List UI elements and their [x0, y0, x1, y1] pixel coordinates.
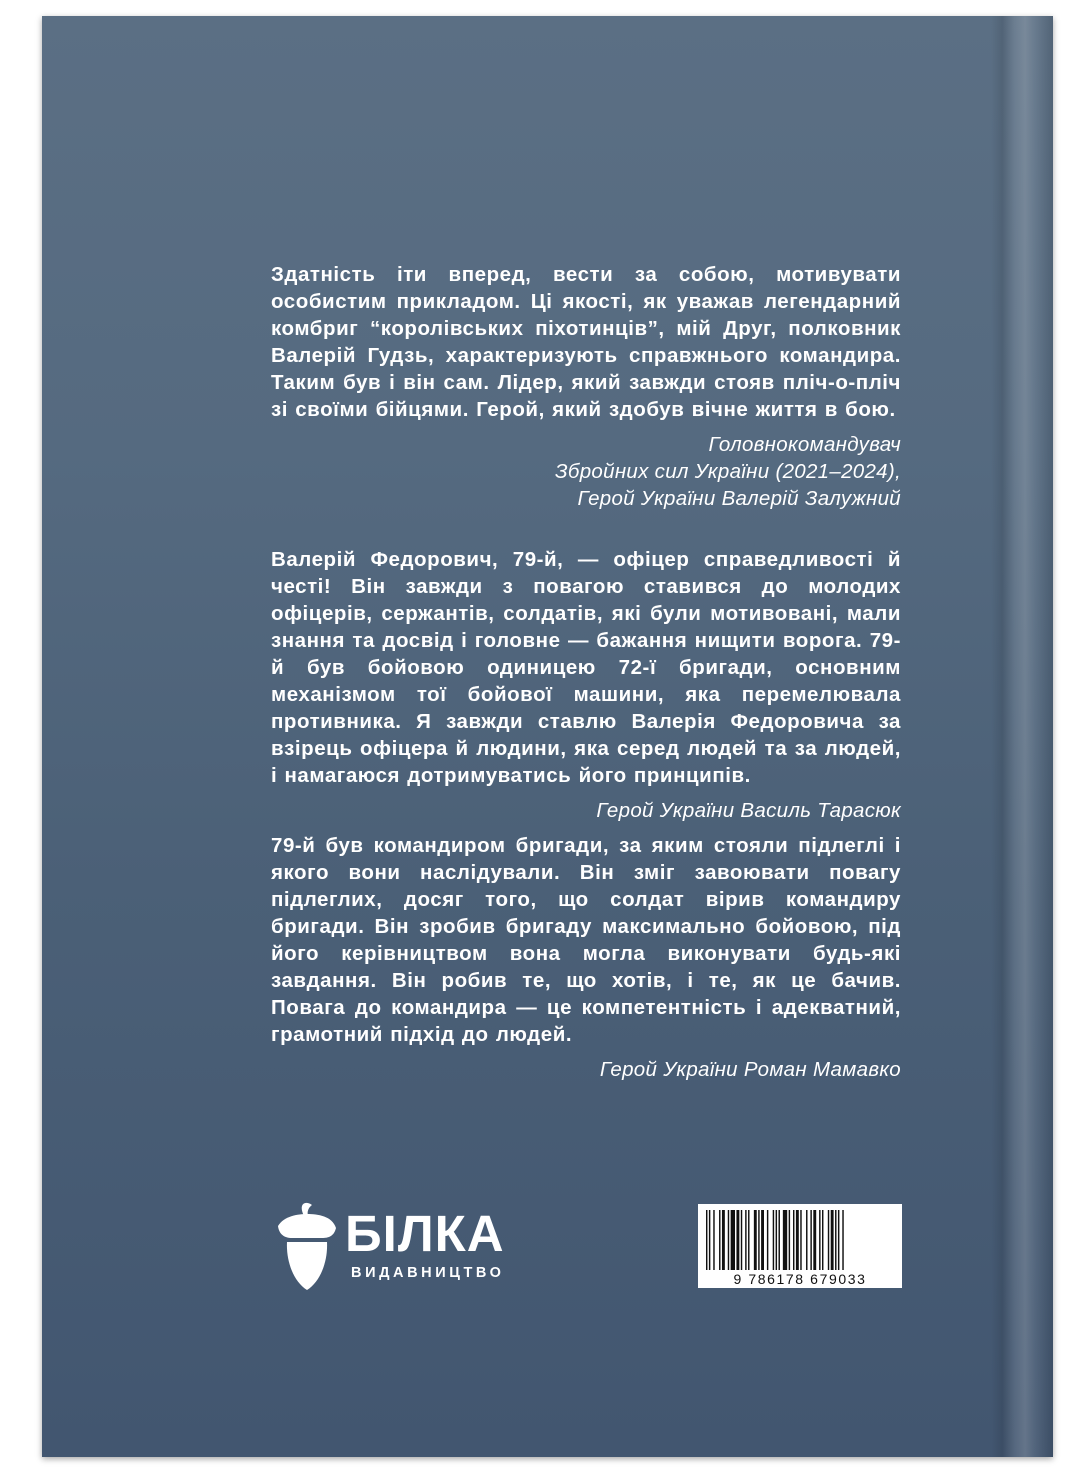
- quote-text: 79-й був командиром бригади, за яким стояли підлеглі і якого вони наслідували. Він зміг завоювати повагу підлеглих, досяг того, що солдат вірив командиру бригади. Він зробив бригаду максимально бойовою, під його керівництвом вона могла виконувати будь-які завдання. Він робив те, що хотів, і те, як це бачив. Повага до командира — це компетентність і адекватний, грамотний підхід до людей.: [271, 834, 901, 1046]
- isbn-number: 9 786178 679033: [733, 1271, 867, 1287]
- quote-text: Здатність іти вперед, вести за собою, мотивувати особистим прикладом. Ці якості, як уважав легендарний комбриг “королівських піхотинців”, мій Друг, полковник Валерій Гудзь, характеризують справжнього командира. Таким був і він сам. Лідер, який завжди стояв пліч-о-пліч зі своїми бійцями. Герой, який здобув вічне життя в бою.: [271, 263, 901, 421]
- quote-attribution: [271, 1056, 901, 1083]
- spine-highlight: [991, 16, 1053, 1457]
- barcode-bar: [796, 1210, 799, 1270]
- barcode-bar: [800, 1210, 801, 1270]
- barcode-bar: [754, 1210, 757, 1270]
- publisher-subtitle: ВИДАВНИЦТВО: [351, 1265, 505, 1281]
- barcode-bar: [748, 1210, 749, 1270]
- attribution-line: Головнокомандувач: [708, 433, 901, 456]
- barcode-bar: [761, 1210, 764, 1270]
- barcode-bar: [728, 1210, 729, 1270]
- barcode-bar: [713, 1210, 714, 1270]
- barcode-bar: [706, 1210, 707, 1270]
- barcode-bar: [842, 1210, 843, 1270]
- barcode-bar: [767, 1210, 768, 1270]
- barcode-bar: [810, 1210, 811, 1270]
- barcode-bar: [789, 1210, 790, 1270]
- barcode-bar: [793, 1210, 794, 1270]
- quote-mamavko: [271, 832, 901, 1083]
- barcode-bar: [838, 1210, 839, 1270]
- acorn-icon: [274, 1202, 340, 1292]
- barcode-bar: [806, 1210, 807, 1270]
- barcode-bar: [783, 1210, 787, 1270]
- attribution-line: Збройних сил України (2021–2024),: [555, 460, 901, 483]
- barcode-bar: [736, 1210, 739, 1270]
- quote-attribution: [271, 797, 901, 824]
- quote-tarasiuk: [271, 546, 901, 824]
- barcode-bar: [776, 1210, 777, 1270]
- barcode-bar: [828, 1210, 829, 1270]
- barcode-bar: [822, 1210, 823, 1270]
- barcode-bars: [698, 1204, 902, 1270]
- isbn-barcode: [698, 1204, 902, 1288]
- barcode-bar: [745, 1210, 746, 1270]
- barcode-bar: [709, 1210, 710, 1270]
- barcode-bar: [831, 1210, 834, 1270]
- barcode-bar: [779, 1210, 780, 1270]
- publisher-logo: [274, 1202, 534, 1302]
- barcode-bar: [813, 1210, 816, 1270]
- quote-zaluzhnyi: [271, 261, 901, 512]
- quote-attribution: [271, 431, 901, 512]
- quote-text: Валерій Федорович, 79-й, — офіцер справедливості й честі! Він завжди з повагою ставився до молодих офіцерів, сержантів, солдатів, які були мотивовані, мали знання та досвід і головне — бажання нищити ворога. 79-й був бойовою одиницею 72-ї бригади, основним механізмом тої бойової машини, яка перемелювала противника. Я завжди ставлю Валерія Федоровича за взірець офіцера й людини, яка серед людей та за людей, і намагаюся дотримуватись його принципів.: [271, 548, 901, 787]
- barcode-bar: [722, 1210, 725, 1270]
- barcode-bar: [835, 1210, 836, 1270]
- barcode-bar: [719, 1210, 720, 1270]
- attribution-line: Герой України Василь Тарасюк: [596, 799, 901, 822]
- barcode-bar: [773, 1210, 774, 1270]
- attribution-line: Герой України Роман Мамавко: [599, 1058, 901, 1081]
- barcode-bar: [741, 1210, 742, 1270]
- barcode-bar: [758, 1210, 759, 1270]
- barcode-bar: [819, 1210, 820, 1270]
- attribution-line: Герой України Валерій Залужний: [577, 487, 901, 510]
- barcode-bar: [731, 1210, 735, 1270]
- publisher-name: БІЛКА: [345, 1205, 505, 1262]
- back-cover: [42, 16, 1053, 1457]
